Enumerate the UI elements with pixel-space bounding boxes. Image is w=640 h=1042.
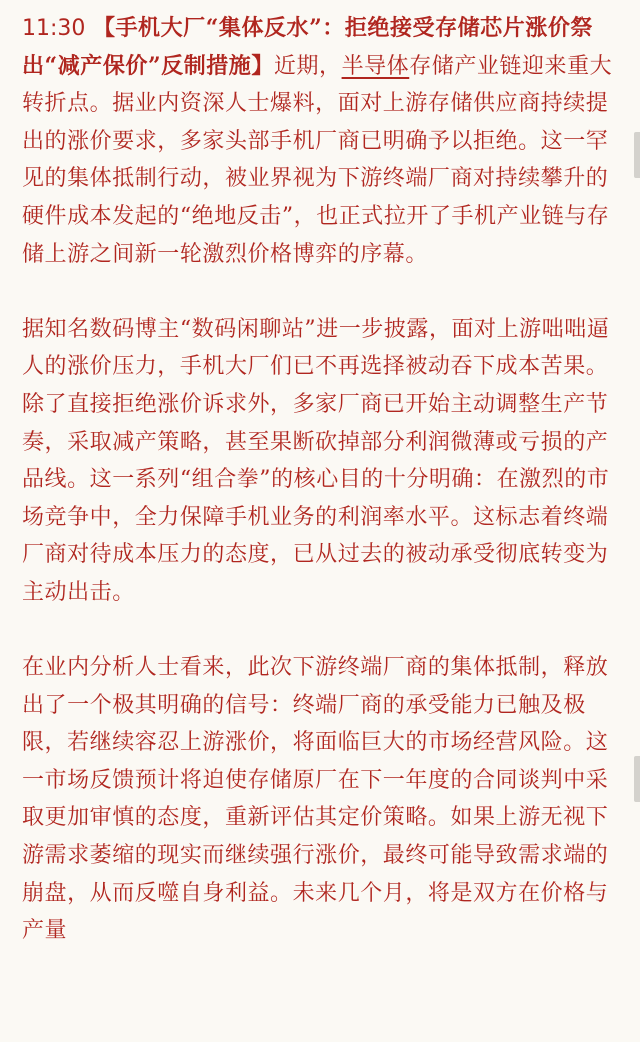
paragraph-1 (22, 10, 620, 273)
headline-time: 11:30 (22, 16, 86, 41)
paragraph-2: 据知名数码博主“数码闲聊站”进一步披露，面对上游咄咄逼人的涨价压力，手机大厂们已不再选择被动吞下成本苦果。除了直接拒绝涨价诉求外，多家厂商已开始主动调整生产节奏，采取减产策略，甚至果断砍掉部分利润微薄或亏损的产品线。这一系列“组合拳”的核心目的十分明确：在激烈的市场竞争中，全力保障手机业务的利润率水平。这标志着终端厂商对待成本压力的态度，已从过去的被动承受彻底转变为主动出击。 (22, 316, 610, 605)
semiconductor-link[interactable]: 半导体 (341, 53, 410, 79)
paragraph-1-text-start: 近期， (273, 53, 342, 79)
scroll-marker-bottom (634, 756, 640, 802)
headline-title: 【手机大厂“集体反水”：拒绝接受存储芯片涨价祭出“减产保价”反制措施】 (22, 15, 593, 79)
paragraph-1-text-end: 存储产业链迎来重大转折点。据业内资深人士爆料，面对上游存储供应商持续提出的涨价要求，多家头部手机厂商已明确予以拒绝。这一罕见的集体抵制行动，被业界视为下游终端厂商对持续攀升的硬件成本发起的“绝地反击”，也正式拉开了手机产业链与存储上游之间新一轮激烈价格博弈的序幕。 (22, 53, 613, 267)
paragraph-3: 在业内分析人士看来，此次下游终端厂商的集体抵制，释放出了一个极其明确的信号：终端厂商的承受能力已触及极限，若继续容忍上游涨价，将面临巨大的市场经营风险。这一市场反馈预计将迫使存储原厂在下一年度的合同谈判中采取更加审慎的态度，重新评估其定价策略。如果上游无视下游需求萎缩的现实而继续强行涨价，最终可能导致需求端的崩盘，从而反噬自身利益。未来几个月，将是双方在价格与产量 (22, 655, 609, 944)
news-article (22, 10, 620, 987)
scroll-marker-top (634, 132, 640, 178)
